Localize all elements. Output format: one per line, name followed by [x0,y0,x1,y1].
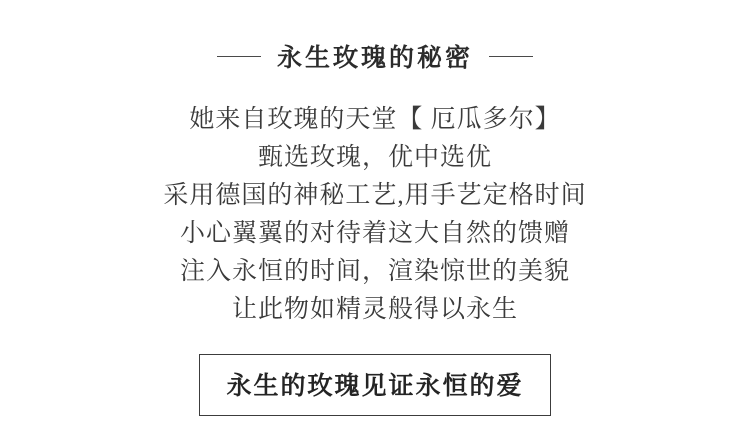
body-line: 注入永恒的时间，渲染惊世的美貌 [179,258,570,285]
body-line: 甄选玫瑰，优中选优 [257,144,492,171]
body-line: 她来自玫瑰的天堂【 厄瓜多尔】 [189,106,561,133]
slogan-text: 永生的玫瑰见证永恒的爱 [226,373,524,400]
heading-row [217,38,533,74]
page-title: 永生玫瑰的秘密 [276,45,473,72]
heading-rule-left-icon [217,56,261,57]
slogan-box [199,354,550,416]
body-line: 采用德国的神秘工艺,用手艺定格时间 [163,182,587,209]
body-line: 让此物如精灵般得以永生 [231,296,518,323]
body-text-block [163,102,586,328]
heading-rule-right-icon [489,56,533,57]
body-line: 小心翼翼的对待着这大自然的馈赠 [179,220,570,247]
